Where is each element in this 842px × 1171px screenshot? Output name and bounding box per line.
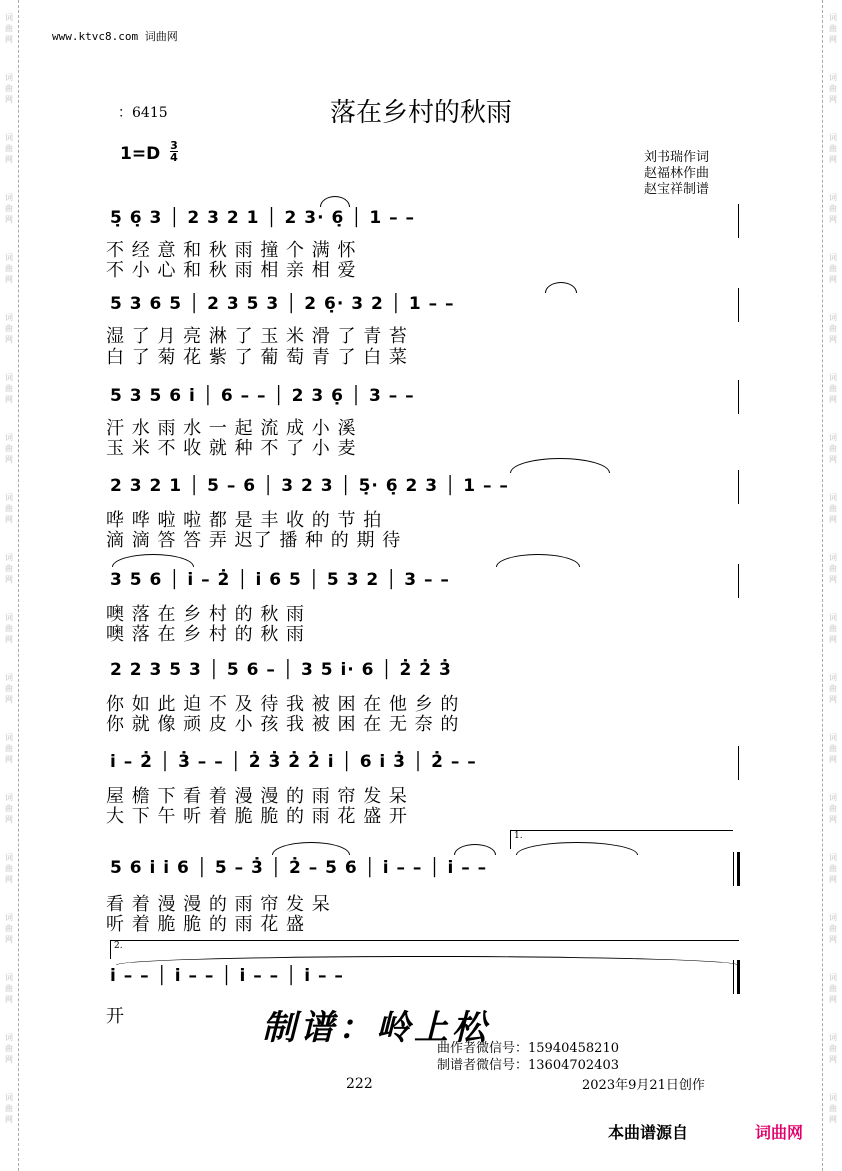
watermark-text: 词 曲 网	[5, 973, 13, 1004]
song-code: ：6415	[118, 105, 168, 121]
notes-line-8: 5 6 i i 6 │ 5 – 3̇ │ 2̇ – 5 6 │ i – – │ i – –	[110, 858, 488, 878]
watermark-text: 词 曲 网	[5, 73, 13, 104]
slur	[496, 554, 580, 567]
barline	[738, 288, 739, 322]
credits	[644, 150, 709, 198]
creation-date: 2023年9月21日创作	[582, 1078, 705, 1093]
watermark-text: 词 曲 网	[829, 73, 837, 104]
lyric-line-4b: 滴 滴 答 答 弄 迟了 播 种 的 期 待	[106, 530, 402, 551]
composer: 赵福林作曲	[644, 166, 710, 181]
watermark-text: 词 曲 网	[5, 313, 13, 344]
watermark-text: 词 曲 网	[5, 373, 13, 404]
notes-line-1: 5̣ 6̣ 3 │ 2 3 2 1 │ 2 3· 6̣ │ 1 – –	[110, 208, 416, 228]
watermark-text: 词 曲 网	[829, 13, 837, 44]
watermark-text: 词 曲 网	[829, 433, 837, 464]
slur	[545, 282, 577, 293]
notes-line-9: i – – │ i – – │ i – – │ i – –	[110, 966, 344, 986]
lyric-line-7a: 屋 檐 下 看 着 漫 漫 的 雨 帘 发 呆	[106, 786, 408, 807]
source-label: 本曲谱源自	[608, 1123, 689, 1142]
watermark-text: 词 曲 网	[5, 493, 13, 524]
watermark-text: 词 曲 网	[829, 373, 837, 404]
notes-line-3: 5 3 5 6 i │ 6 – – │ 2 3 6̣ │ 3 – –	[110, 386, 415, 406]
watermark-text: 词 曲 网	[829, 853, 837, 884]
watermark-text: 词 曲 网	[5, 913, 13, 944]
lyric-line-5a: 噢 落 在 乡 村 的 秋 雨	[106, 604, 306, 625]
composer-wechat: 曲作者微信号：15940458210	[437, 1041, 619, 1056]
lyric-line-7b: 大 下 午 听 着 脆 脆 的 雨 花 盛 开	[106, 806, 408, 827]
lyricist: 刘书瑞作词	[644, 150, 710, 165]
watermark-text: 词 曲 网	[829, 913, 837, 944]
lyric-line-3a: 汗 水 雨 水 一 起 流 成 小 溪	[106, 418, 357, 439]
site-url[interactable]: www.ktvc8.com 词曲网	[52, 30, 178, 43]
watermark-text: 词 曲 网	[829, 1033, 837, 1064]
watermark-text: 词 曲 网	[5, 553, 13, 584]
barline	[733, 852, 734, 886]
watermark-text: 词 曲 网	[5, 1033, 13, 1064]
repeat-barline	[737, 852, 740, 886]
watermark-text: 词 曲 网	[5, 853, 13, 884]
arranger: 赵宝祥制谱	[644, 182, 710, 197]
notes-line-5: 3 5 6 │ i – 2̇ │ i 6 5 │ 5 3 2 │ 3 – –	[110, 570, 450, 590]
watermark-text: 词 曲 网	[829, 613, 837, 644]
lyric-line-6a: 你 如 此 迫 不 及 待 我 被 困 在 他 乡 的	[106, 694, 460, 715]
watermark-text: 词 曲 网	[5, 1093, 13, 1124]
page-number: 222	[346, 1076, 373, 1092]
slur	[510, 458, 610, 473]
slur	[320, 196, 350, 207]
barline	[738, 380, 739, 414]
notes-line-2: 5 3 6 5 │ 2 3 5 3 │ 2 6̣· 3 2 │ 1 – –	[110, 294, 455, 314]
lyric-line-2b: 白 了 菊 花 紫 了 葡 萄 青 了 白 菜	[106, 347, 408, 368]
arranger-wechat: 制谱者微信号：13604702403	[437, 1058, 619, 1073]
time-signature-top: 3	[170, 139, 178, 152]
slur	[272, 842, 350, 855]
watermark-text: 词 曲 网	[5, 13, 13, 44]
lyric-line-8b: 听 着 脆 脆 的 雨 花 盛	[106, 914, 306, 935]
lyric-line-1b: 不 小 心 和 秋 雨 相 亲 相 爱	[106, 260, 357, 281]
barline	[738, 204, 739, 238]
slur	[454, 844, 496, 855]
final-barline	[737, 960, 740, 994]
source-site-link[interactable]: 词曲网	[755, 1123, 804, 1142]
lyric-line-1a: 不 经 意 和 秋 雨 撞 个 满 怀	[106, 240, 357, 261]
watermark-text: 词 曲 网	[829, 793, 837, 824]
lyric-line-9a: 开	[106, 1006, 125, 1027]
watermark-text: 词 曲 网	[829, 193, 837, 224]
barline	[738, 564, 739, 598]
lyric-line-4a: 哗 哗 啦 啦 都 是 丰 收 的 节 拍	[106, 510, 383, 531]
page-title: 落在乡村的秋雨	[329, 98, 512, 128]
watermark-text: 词 曲 网	[5, 733, 13, 764]
lyric-line-6b: 你 就 像 顽 皮 小 孩 我 被 困 在 无 奈 的	[106, 714, 460, 735]
watermark-text: 词 曲 网	[5, 613, 13, 644]
lyric-line-5b: 噢 落 在 乡 村 的 秋 雨	[106, 624, 306, 645]
watermark-text: 词 曲 网	[829, 1093, 837, 1124]
watermark-text: 词 曲 网	[829, 493, 837, 524]
watermark-text: 词 曲 网	[829, 313, 837, 344]
watermark-text: 词 曲 网	[829, 673, 837, 704]
signature: 制谱：岭上松	[262, 1008, 490, 1048]
watermark-text: 词 曲 网	[829, 253, 837, 284]
lyric-line-3b: 玉 米 不 收 就 种 不 了 小 麦	[106, 438, 357, 459]
notes-line-7: i – 2̇ │ 3̇ – – │ 2̇ 3̇ 2̇ 2̇ i │ 6 i 3̇ │ 2̇ – –	[110, 752, 477, 772]
time-signature	[170, 140, 178, 163]
first-ending-number: 1.	[514, 831, 523, 841]
contact-info	[437, 1040, 619, 1074]
watermark-text: 词 曲 网	[5, 193, 13, 224]
lyric-line-8a: 看 着 漫 漫 的 雨 帘 发 呆	[106, 894, 331, 915]
notes-line-4: 2 3 2 1 │ 5 – 6 │ 3 2 3 │ 5̣· 6̣ 2 3 │ 1 – –	[110, 476, 509, 496]
barline	[733, 960, 734, 994]
watermark-text: 词 曲 网	[5, 133, 13, 164]
watermark-text: 词 曲 网	[5, 433, 13, 464]
watermark-text: 词 曲 网	[829, 553, 837, 584]
notes-line-6: 2 2 3 5 3 │ 5 6 – │ 3 5 i· 6 │ 2̇ 2̇ 3̇	[110, 660, 452, 680]
slur	[112, 554, 194, 567]
watermark-text: 词 曲 网	[829, 733, 837, 764]
key-signature: 1=D	[120, 144, 161, 164]
watermark-text: 词 曲 网	[5, 673, 13, 704]
watermark-text: 词 曲 网	[829, 973, 837, 1004]
watermark-text: 词 曲 网	[829, 133, 837, 164]
watermark-text: 词 曲 网	[5, 253, 13, 284]
time-signature-bottom: 4	[170, 151, 178, 164]
watermark-text: 词 曲 网	[5, 793, 13, 824]
second-ending-number: 2.	[114, 941, 123, 951]
barline	[738, 470, 739, 504]
lyric-line-2a: 湿 了 月 亮 淋 了 玉 米 滑 了 青 苔	[106, 326, 408, 347]
barline	[738, 746, 739, 780]
